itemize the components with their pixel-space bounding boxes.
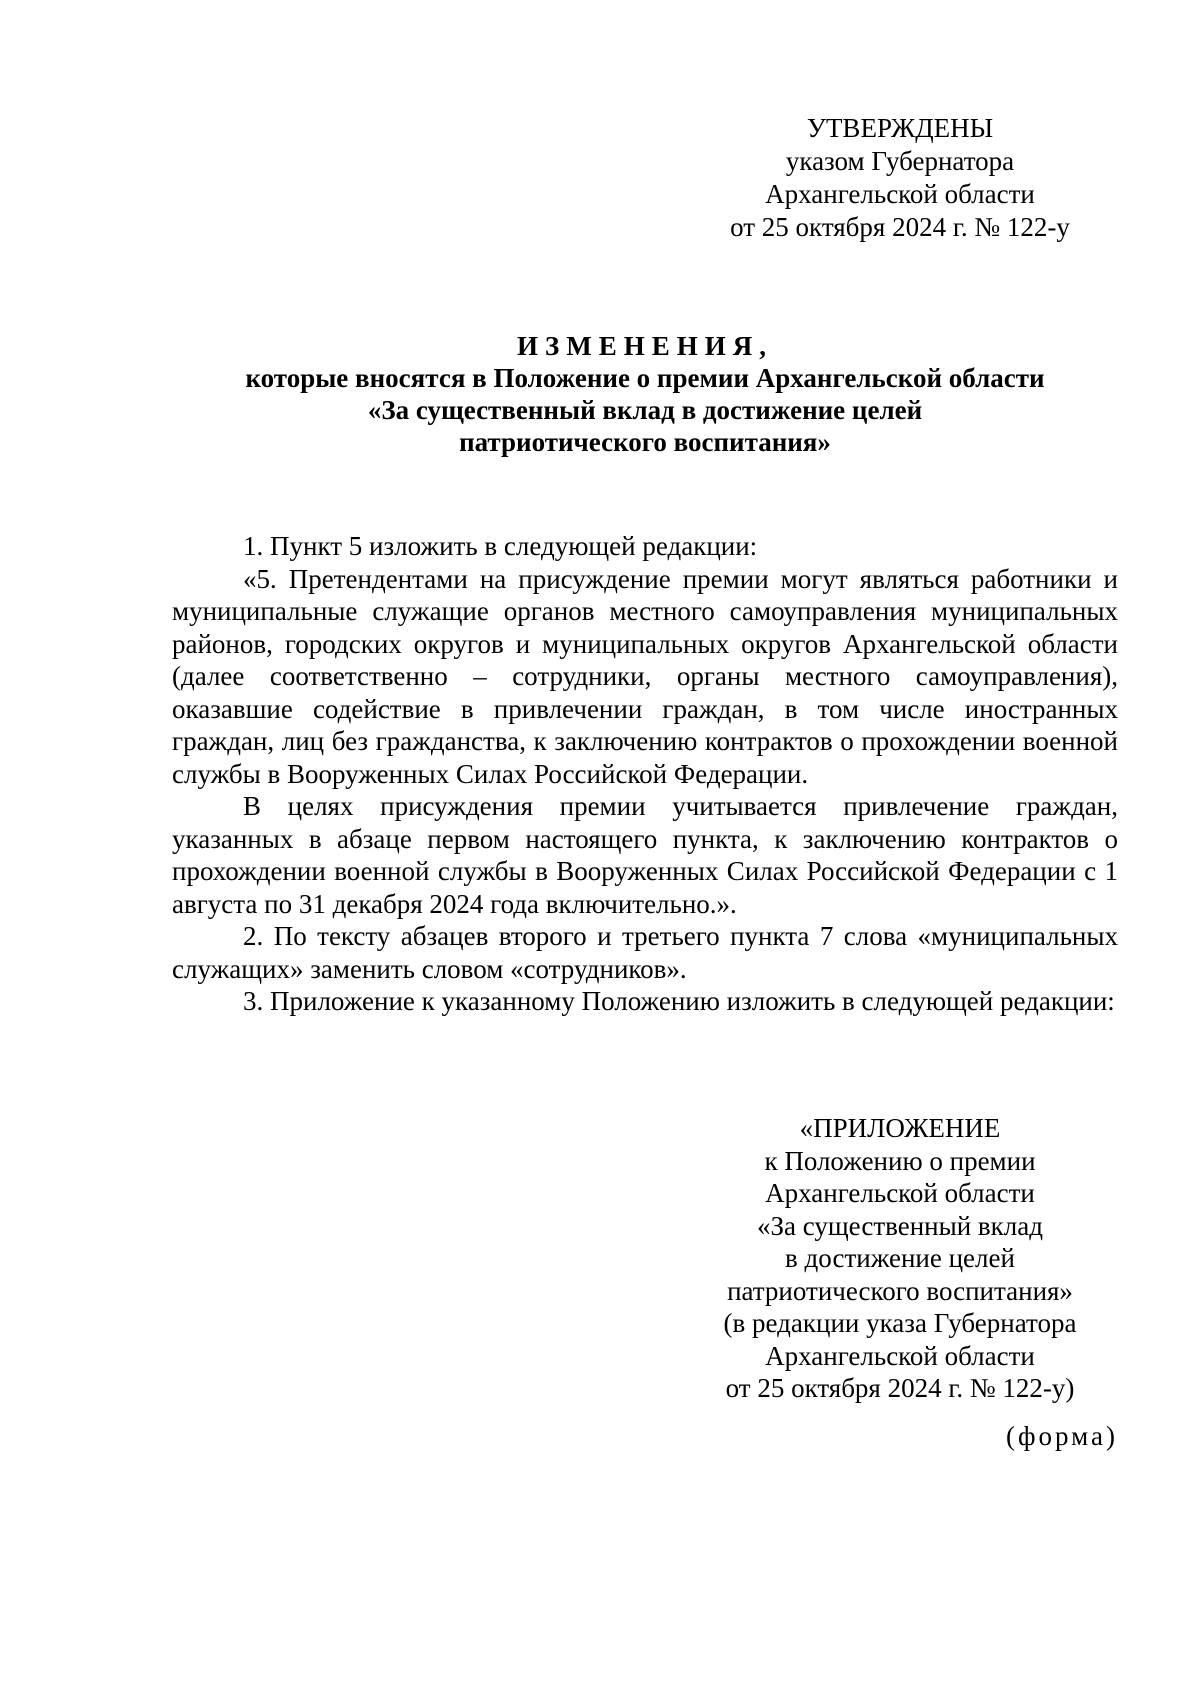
document-title [172, 330, 1118, 458]
appendix-header [700, 1112, 1100, 1405]
appendix-line: (в редакции указа Губернатора [723, 1308, 1077, 1338]
approval-stamp [700, 112, 1100, 244]
approval-line: от 25 октября 2024 г. № 122-у [730, 212, 1070, 242]
appendix-line: «ПРИЛОЖЕНИЕ [799, 1113, 1001, 1143]
body-paragraph: 2. По тексту абзацев второго и третьего пункта 7 слова «муниципальных служащих» заменить словом «сотрудников». [172, 921, 1118, 984]
title-line: которые вносятся в Положение о премии Архангельской области [245, 363, 1045, 393]
form-label: (форма) [1006, 1421, 1118, 1451]
appendix-line: Архангельской области [765, 1340, 1035, 1371]
title-heading: ИЗМЕНЕНИЯ, [516, 331, 773, 361]
title-line: «За существенный вклад в достижение целей [367, 395, 923, 425]
appendix-line: Архангельской области [765, 1178, 1035, 1208]
body-paragraph: «5. Претендентами на присуждение премии могут являться работники и муниципальные служащие органов местного самоуправления муниципальных районов, городских округов и муниципальных округов Архангельской области (далее соответственно – сотрудники, органы местного самоуправления), оказавшие содействие в привлечении граждан, в том числе иностранных граждан, лиц без гражданства, к заключению контрактов о прохождении военной службы в Вооруженных Силах Российской Федерации. [172, 563, 1118, 789]
document-body [172, 530, 1118, 1018]
approval-line: Архангельской области [765, 179, 1035, 209]
title-line: патриотического воспитания» [459, 427, 831, 457]
appendix-line: от 25 октября 2024 г. № 122-у) [725, 1373, 1075, 1403]
body-paragraph: В целях присуждения премии учитывается привлечение граждан, указанных в абзаце первом настоящего пункта, к заключению контрактов о прохождении военной службы в Вооруженных Силах Российской Федерации с 1 августа по 31 декабря 2024 года включительно.». [172, 791, 1118, 919]
approval-line: указом Губернатора [785, 146, 1015, 176]
appendix-line: патриотического воспитания» [727, 1275, 1073, 1306]
appendix-line: «За существенный вклад [757, 1210, 1043, 1241]
appendix-line: в достижение целей [785, 1243, 1015, 1273]
appendix-line: к Положению о премии [764, 1145, 1036, 1176]
body-paragraph: 1. Пункт 5 изложить в следующей редакции: [243, 531, 758, 561]
body-paragraph: 3. Приложение к указанному Положению изложить в следующей редакции: [243, 986, 1115, 1016]
approval-line: УТВЕРЖДЕНЫ [806, 113, 994, 143]
